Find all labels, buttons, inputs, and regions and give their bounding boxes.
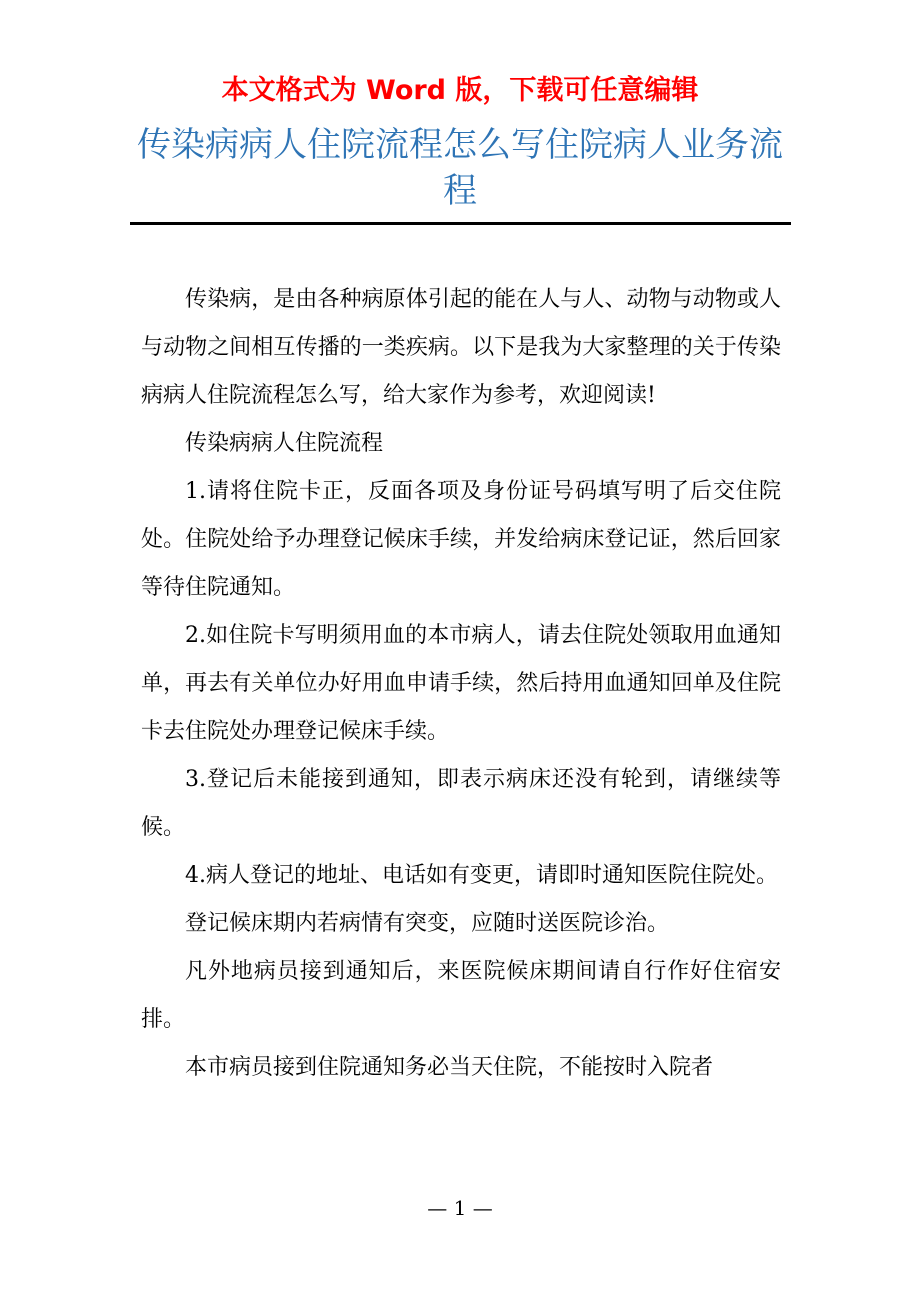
paragraph: 凡外地病员接到通知后，来医院候床期间请自行作好住宿安排。 (141, 959, 781, 1032)
paragraph: 2.如住院卡写明须用血的本市病人，请去住院处领取用血通知单，再去有关单位办好用血申请手续，然后持用血通知回单及住院卡去住院处办理登记候床手续。 (141, 623, 781, 744)
page-number: — 1 — (427, 1196, 493, 1220)
document-title: 传染病病人住院流程怎么写住院病人业务流程 (137, 125, 783, 211)
document-body (141, 276, 781, 1092)
paragraph: 3.登记后未能接到通知，即表示病床还没有轮到，请继续等候。 (141, 767, 781, 840)
title-divider (130, 222, 791, 225)
paragraph: 本市病员接到住院通知务必当天住院，不能按时入院者 (185, 1055, 714, 1080)
paragraph: 登记候床期内若病情有突变，应随时送医院诊治。 (185, 911, 670, 936)
paragraph: 4.病人登记的地址、电话如有变更，请即时通知医院住院处。 (185, 863, 778, 888)
format-notice: 本文格式为 Word 版，下载可任意编辑 (221, 75, 699, 106)
paragraph: 传染病病人住院流程 (185, 431, 384, 456)
paragraph: 传染病，是由各种病原体引起的能在人与人、动物与动物或人与动物之间相互传播的一类疾病。以下是我为大家整理的关于传染病病人住院流程怎么写，给大家作为参考，欢迎阅读! (141, 287, 781, 408)
paragraph: 1.请将住院卡正，反面各项及身份证号码填写明了后交住院处。住院处给予办理登记候床手续，并发给病床登记证，然后回家等待住院通知。 (141, 479, 781, 600)
